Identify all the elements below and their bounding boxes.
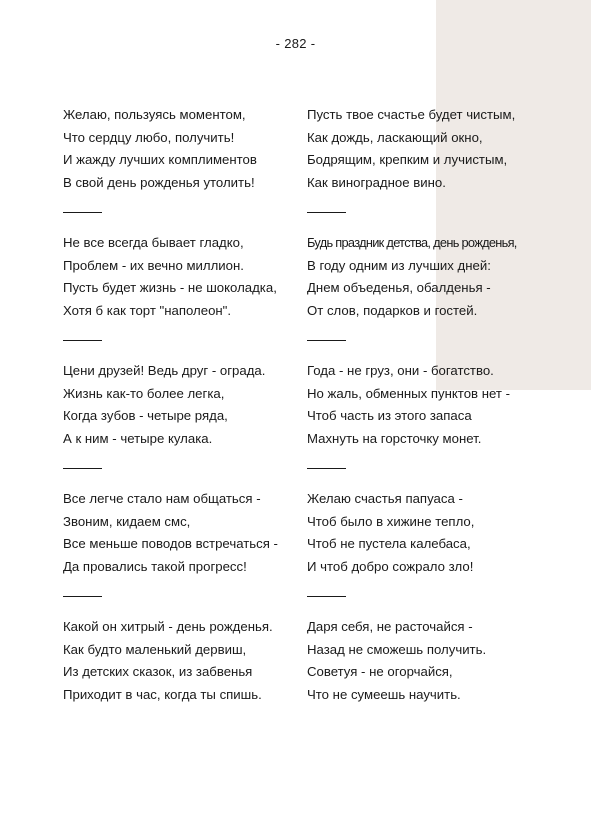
stanza — [63, 232, 313, 360]
stanza — [63, 488, 313, 616]
poem-line: Желаю, пользуясь моментом, — [63, 107, 246, 122]
poem-line: Как дождь, ласкающий окно, — [307, 129, 483, 145]
poem-line: Советуя - не огорчайся, — [307, 664, 453, 680]
poem-line: Все меньше поводов встречаться - — [63, 536, 278, 552]
poem-line: Пусть будет жизнь - не шоколадка, — [63, 280, 277, 296]
stanza-separator — [63, 340, 102, 341]
poem-line: Все легче стало нам общаться - — [63, 491, 261, 506]
poem-line: Когда зубов - четыре ряда, — [63, 408, 228, 424]
poem-line: Будь праздник детства, день рожденья, — [307, 235, 517, 250]
poem-line: Чтоб часть из этого запаса — [307, 408, 472, 424]
stanza-separator — [63, 596, 102, 597]
stanza — [307, 232, 557, 360]
poem-line: Не все всегда бывает гладко, — [63, 235, 244, 250]
poem-line: Года - не груз, они - богатство. — [307, 363, 494, 378]
poem-line: Какой он хитрый - день рожденья. — [63, 619, 273, 634]
poem-line: Что не сумеешь научить. — [307, 686, 461, 702]
poem-line: Желаю счастья папуаса - — [307, 491, 463, 506]
poem-line: Жизнь как-то более легка, — [63, 385, 225, 401]
stanza-separator — [63, 468, 102, 469]
poem-line: Да провались такой прогресс! — [63, 558, 247, 574]
stanza — [63, 360, 313, 488]
stanza — [307, 104, 557, 232]
left-poem-column — [63, 104, 313, 744]
poem-line: Назад не сможешь получить. — [307, 641, 487, 657]
poem-line: Из детских сказок, из забвенья — [63, 664, 253, 680]
poem-line: Как виноградное вино. — [307, 174, 446, 190]
right-poem-column — [307, 104, 557, 744]
poem-line: Звоним, кидаем смс, — [63, 513, 191, 529]
page-number: - 282 - — [275, 36, 316, 51]
stanza-separator — [307, 596, 346, 597]
poem-line: Приходит в час, когда ты спишь. — [63, 686, 262, 702]
poem-line: Цени друзей! Ведь друг - ограда. — [63, 363, 266, 378]
poem-line: Как будто маленький дервиш, — [63, 641, 247, 657]
poem-line: Чтоб было в хижине тепло, — [307, 513, 475, 529]
poem-line: Днем объеденья, обалденья - — [307, 280, 491, 296]
stanza — [307, 488, 557, 616]
stanza-separator — [63, 212, 102, 213]
stanza — [307, 360, 557, 488]
stanza — [63, 616, 313, 744]
stanza-separator — [307, 468, 346, 469]
poem-line: В свой день рожденья утолить! — [63, 174, 255, 190]
stanza — [307, 616, 557, 744]
poem-line: Но жаль, обменных пунктов нет - — [307, 385, 510, 401]
poem-line: Хотя б как торт "наполеон". — [63, 302, 232, 318]
poem-line: Даря себя, не расточайся - — [307, 619, 473, 634]
poem-line: И чтоб добро сожрало зло! — [307, 558, 474, 574]
poem-line: И жажду лучших комплиментов — [63, 152, 257, 168]
poem-line: Что сердцу любо, получить! — [63, 129, 235, 145]
poem-line: Махнуть на горсточку монет. — [307, 430, 482, 446]
stanza — [63, 104, 313, 232]
poem-line: Чтоб не пустела калебаса, — [307, 536, 471, 552]
poem-line: А к ним - четыре кулака. — [63, 430, 213, 446]
poem-line: Пусть твое счастье будет чистым, — [307, 107, 516, 122]
poem-line: Проблем - их вечно миллион. — [63, 257, 244, 273]
poem-line: В году одним из лучших дней: — [307, 257, 491, 273]
stanza-separator — [307, 340, 346, 341]
poem-line: От слов, подарков и гостей. — [307, 302, 478, 318]
stanza-separator — [307, 212, 346, 213]
poem-line: Бодрящим, крепким и лучистым, — [307, 152, 508, 168]
